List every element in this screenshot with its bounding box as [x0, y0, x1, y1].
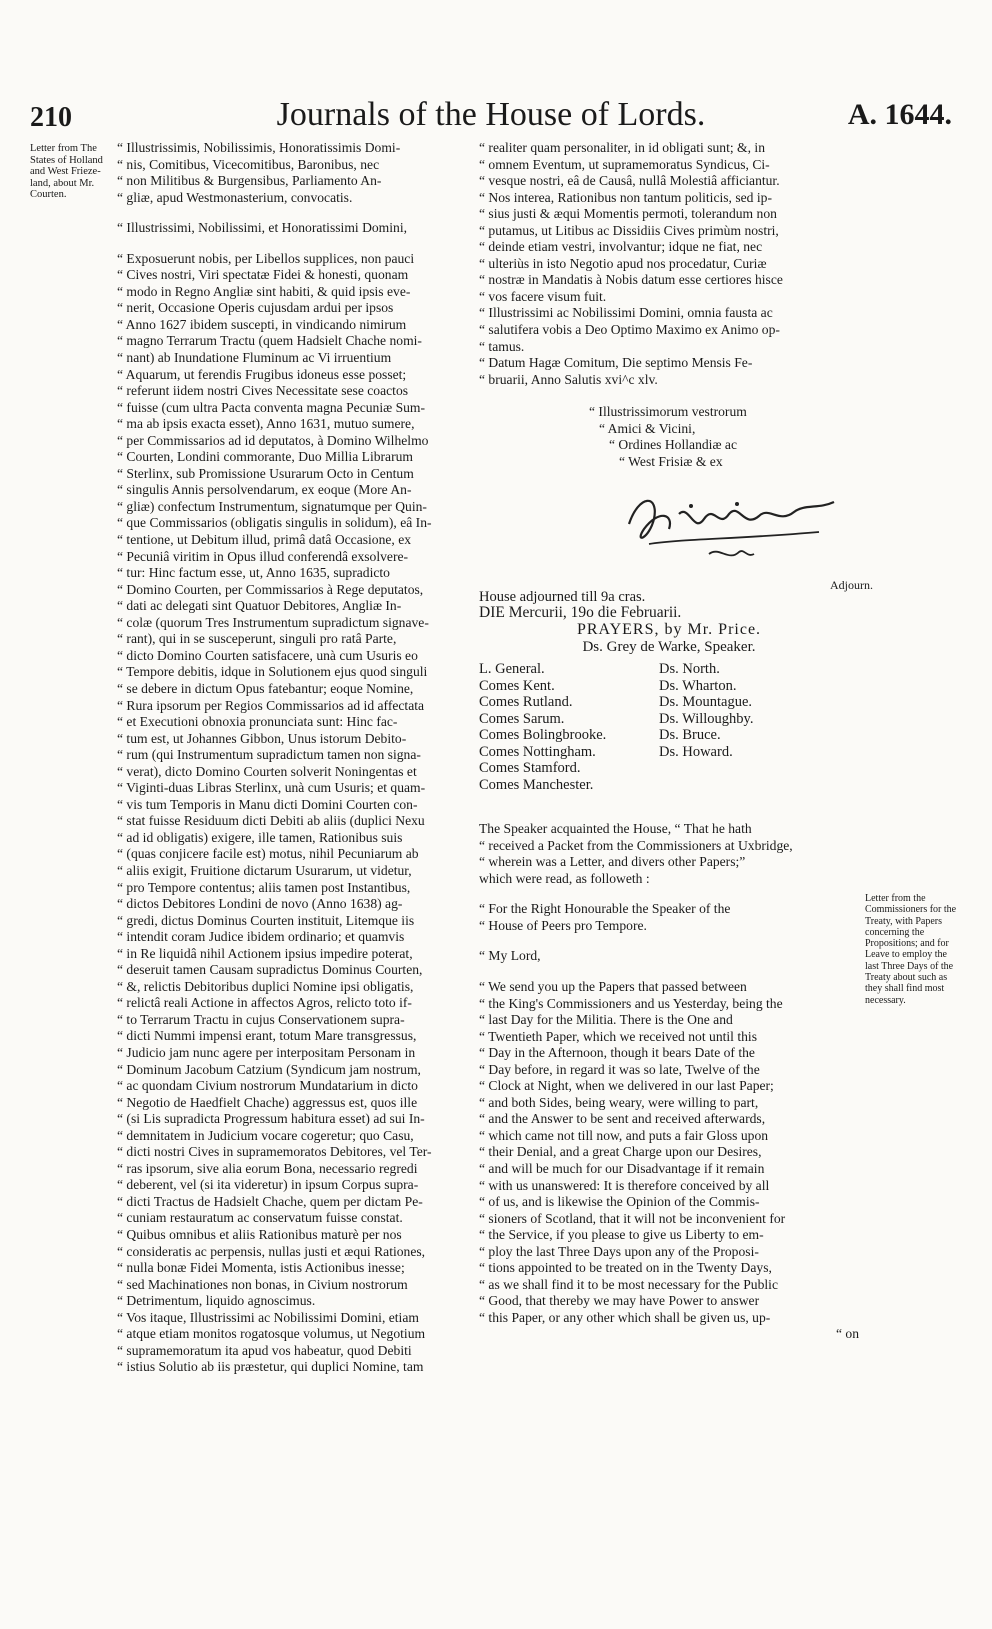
text-line: “ Viginti-duas Libras Sterlinx, unà cum Usuris; et quam-: [117, 780, 426, 796]
text-line: “ Illustrissimis, Nobilissimis, Honoratissimis Domi-: [117, 140, 401, 155]
lord-name: Comes Manchester.: [479, 776, 594, 793]
text-line: “ stat fuisse Residuum dicti Debiti ab aliis (duplici Nexu: [117, 813, 425, 829]
adjournment: House adjourned till 9a cras.: [479, 588, 646, 605]
text-line: “ consideratis ac perpensis, nullas justi et æqui Rationes,: [117, 1243, 426, 1259]
text-line: [117, 237, 487, 251]
text-line: “ cuniam restauratum ac conservatum fuisse constat.: [117, 1210, 403, 1226]
text-line: which were read, as followeth :: [479, 870, 650, 886]
text-line: “ Dominum Jacobum Catzium (Syndicum jam nostrum,: [117, 1061, 421, 1077]
text-line: “ singulis Annis persolvendarum, ex eoque (More An-: [117, 482, 412, 498]
text-line: “ For the Right Honourable the Speaker of the: [479, 901, 731, 917]
lord-name: Ds. Willoughby.: [659, 710, 754, 727]
text-line: “ nis, Comitibus, Vicecomitibus, Baronibus, nec: [117, 156, 380, 172]
text-line: “ dicti Nummi impensi erant, totum Mare transgressus,: [117, 1028, 417, 1044]
text-line: “ fuisse (cum ultra Pacta conventa magna Pecuniæ Sum-: [117, 399, 426, 415]
closing-line: “ West Frisiæ & ex: [619, 453, 723, 469]
text-line: The Speaker acquainted the House, “ That he hath: [479, 821, 752, 837]
text-line: “ gredi, dictus Dominus Courten instituit, Litemque iis: [117, 912, 415, 928]
text-line: “ tamus.: [479, 338, 525, 354]
text-line: “ rant), qui in se susceperunt, singuli pro ratâ Parte,: [117, 631, 397, 647]
text-line: [117, 206, 487, 220]
text-line: “ received a Packet from the Commissioners at Uxbridge,: [479, 837, 793, 853]
text-line: “ ploy the last Three Days upon any of the Proposi-: [479, 1243, 759, 1259]
text-line: “ &, relictis Debitoribus duplici Nomine ipsi obligatis,: [117, 978, 414, 994]
text-line: “ in Re liquidâ nihil Actionem ipsius impedire poterat,: [117, 945, 413, 961]
text-line: “ ma ab ipsis exacta esset), Anno 1631, mutuo sumere,: [117, 416, 415, 432]
text-line: “ nant) ab Inundatione Fluminum ac Vi irruentium: [117, 350, 392, 366]
day-heading: DIE Mercurii, 19o die Februarii.: [479, 604, 682, 622]
text-line: “ Aquarum, ut ferendis Frugibus idoneus esse posset;: [117, 366, 407, 382]
text-line: “ sioners of Scotland, that it will not be inconvenient for: [479, 1210, 786, 1226]
text-line: “ of us, and is likewise the Opinion of the Commis-: [479, 1194, 760, 1210]
text-line: “ per Commissarios ad id deputatos, à Domino Wilhelmo: [117, 432, 429, 448]
text-line: “ and both Sides, being weary, were willing to part,: [479, 1094, 759, 1110]
year: A. 1644.: [847, 98, 952, 131]
text-line: “ Day before, in regard it was so late, Twelve of the: [479, 1061, 760, 1077]
text-line: “ Rura ipsorum per Regios Commissarios ad id affectata: [117, 697, 425, 713]
letter-conclusion: [479, 140, 859, 388]
closing-line: “ Amici & Vicini,: [599, 420, 696, 436]
lord-name: Ds. Howard.: [659, 743, 733, 760]
text-line: “ Datum Hagæ Comitum, Die septimo Mensis Fe-: [479, 355, 753, 371]
text-line: “ which came not till now, and puts a fair Gloss upon: [479, 1127, 769, 1143]
text-line: “ referunt iidem nostri Cives Necessitate sese coactos: [117, 383, 409, 399]
text-line: “ Courten, Londini commorante, Duo Millia Librarum: [117, 449, 413, 465]
speaker-report: [479, 821, 859, 1326]
text-line: “ tions appointed to be treated on in the Twenty Days,: [479, 1260, 772, 1276]
text-line: “ as we shall find it to be most necessary for the Public: [479, 1276, 778, 1292]
text-line: “ Vos itaque, Illustrissimi ac Nobilissimi Domini, etiam: [117, 1309, 419, 1325]
text-line: “ nostræ in Mandatis à Nobis datum esse certiores hisce: [479, 272, 783, 288]
text-line: “ (quas conjicere facile est) motus, nihil Pecuniarum ab: [117, 846, 419, 862]
text-line: “ Anno 1627 ibidem suscepti, in vindicando nimirum: [117, 316, 407, 332]
text-line: “ vis tum Temporis in Manu dicti Domini Courten con-: [117, 796, 418, 812]
text-line: “ ulteriùs in isto Negotio apud nos procedatur, Curiæ: [479, 255, 767, 271]
text-line: “ nulla bonæ Fidei Momenta, istis Actionibus inesse;: [117, 1260, 405, 1276]
page-header: [30, 96, 952, 136]
text-line: “ My Lord,: [479, 948, 541, 964]
text-line: “ with us unanswered: It is therefore conceived by all: [479, 1177, 770, 1193]
closing-line: “ Illustrissimorum vestrorum: [589, 404, 747, 420]
text-line: “ Judicio jam nunc agere per interpositam Personam in: [117, 1044, 416, 1060]
text-line: “ this Paper, or any other which shall be given us, up-: [479, 1309, 771, 1325]
text-line: “ deinde etiam vestri, involvantur; idque ne fiat, nec: [479, 239, 763, 255]
text-line: “ rum (qui Instrumentum supradictum tamen non signa-: [117, 747, 421, 763]
text-line: “ intendit coram Judice ibidem ordinario; et quamvis: [117, 929, 405, 945]
text-line: “ Illustrissimi, Nobilissimi, et Honoratissimi Domini,: [117, 220, 408, 236]
signature-image: [619, 484, 839, 574]
text-line: “ deseruit tamen Causam supradictus Dominus Courten,: [117, 962, 423, 978]
text-line: “ dati ac delegati sint Quatuor Debitores, Angliæ In-: [117, 598, 402, 614]
prayers-line: PRAYERS, by Mr. Price.: [576, 621, 762, 639]
text-line: “ Negotio de Haedfielt Chache) aggressus est, quos ille: [117, 1094, 418, 1110]
text-line: [479, 965, 859, 979]
text-line: “ their Denial, and a great Charge upon our Desires,: [479, 1144, 762, 1160]
text-line: “ pro Tempore contentus; aliis tamen post Instantibus,: [117, 879, 411, 895]
lord-name: Ds. North.: [659, 661, 720, 678]
text-line: “ dictos Debitores Londini de novo (Anno 1638) ag-: [117, 896, 403, 912]
speaker-line: Ds. Grey de Warke, Speaker.: [582, 638, 756, 655]
text-line: “ non Militibus & Burgensibus, Parliamento An-: [117, 173, 382, 189]
text-line: “ putamus, ut Litibus ac Dissidiis Cives primùm nostri,: [479, 222, 779, 238]
text-line: “ the Service, if you please to give us Liberty to em-: [479, 1227, 764, 1243]
text-line: “ Sterlinx, sub Promissione Usurarum Octo in Centum: [117, 465, 414, 481]
text-line: “ Good, that thereby we may have Power to answer: [479, 1293, 760, 1309]
margin-note-states-letter: Letter from The States of Holland and West Frieze-land, about Mr. Courten.: [30, 143, 103, 201]
text-line: “ We send you up the Papers that passed between: [479, 978, 747, 994]
text-line: “ sed Machinationes non bonas, in Civium nostrorum: [117, 1276, 408, 1292]
catchword: “ on: [835, 1326, 859, 1342]
text-line: “ Day in the Afternoon, though it bears Date of the: [479, 1045, 755, 1061]
text-line: “ wherein was a Letter, and divers other Papers;”: [479, 854, 746, 870]
text-line: “ and will be much for our Disadvantage if it remain: [479, 1160, 765, 1176]
text-line: “ House of Peers pro Tempore.: [479, 917, 647, 933]
lords-list-right: [659, 661, 859, 793]
text-line: “ sius justi & æqui Momentis permoti, tolerandum non: [479, 206, 777, 222]
text-line: “ Nos interea, Rationibus non tantum politicis, sed ip-: [479, 189, 772, 205]
lords-list-left: [479, 661, 659, 793]
text-line: “ se debere in dictum Opus fatebantur; eoque Nomine,: [117, 680, 414, 696]
text-line: “ Twentieth Paper, which we received not until this: [479, 1028, 757, 1044]
text-line: “ dicti nostri Cives in supramemoratos Debitores, vel Ter-: [117, 1144, 432, 1160]
text-line: “ to Terrarum Tractu in cujus Conservationem supra-: [117, 1011, 405, 1027]
lord-name: Ds. Mountague.: [659, 694, 753, 711]
lord-name: L. General.: [479, 661, 545, 678]
text-line: “ nerit, Occasione Operis cujusdam ardui per ipsos: [117, 300, 394, 316]
lord-name: Ds. Wharton.: [659, 677, 737, 694]
text-line: “ Domino Courten, per Commissarios à Rege deputatos,: [117, 581, 424, 597]
lord-name: Ds. Bruce.: [659, 727, 721, 744]
text-line: “ salutifera vobis a Deo Optimo Maximo ex Animo op-: [479, 322, 780, 338]
text-line: [479, 934, 859, 948]
text-line: “ Pecuniâ viritim in Opus illud conferendâ exsolvere-: [117, 548, 409, 564]
text-line: “ que Commissarios (obligatis singulis in solidum), eâ In-: [117, 515, 432, 531]
left-column: [117, 140, 487, 1376]
text-line: “ vesque nostri, eâ de Causâ, nullâ Molestiâ afficiantur.: [479, 173, 780, 189]
text-line: “ magno Terrarum Tractu (quem Hadsielt Chache nomi-: [117, 333, 422, 349]
text-line: “ et Executioni obnoxia pronunciata sunt: Hinc fac-: [117, 714, 398, 730]
text-line: “ tentione, ut Debitum illud, primâ datâ Occasione, ex: [117, 532, 412, 548]
lord-name: Comes Sarum.: [479, 710, 565, 727]
text-line: “ gliæ, apud Westmonasterium, convocatis.: [117, 189, 353, 205]
text-line: “ dicto Domino Courten satisfacere, unà cum Usuris eo: [117, 647, 418, 663]
lords-present: [479, 661, 859, 793]
margin-note-adjourn: Adjourn.: [830, 578, 873, 592]
text-line: “ relictâ reali Actione in affectos Agros, relicto toto if-: [117, 995, 412, 1011]
right-column: [479, 140, 859, 1343]
text-line: “ modo in Regno Angliæ sint habiti, & quid ipsis eve-: [117, 283, 411, 299]
text-line: “ the King's Commissioners and us Yesterday, being the: [479, 995, 783, 1011]
text-line: “ Quibus omnibus et aliis Rationibus maturè per nos: [117, 1227, 402, 1242]
text-line: [479, 887, 859, 901]
text-line: “ ac quondam Civium nostrorum Mundatarium in dicto: [117, 1078, 418, 1094]
journal-title: Journals of the House of Lords.: [276, 96, 706, 133]
text-line: “ ad id obligatis) exigere, ille tamen, Rationibus suis: [117, 829, 403, 845]
text-line: “ verat), dicto Domino Courten solverit Noningentas et: [117, 763, 417, 779]
text-line: “ (si Lis supradicta Progressum habitura esset) ad sui In-: [117, 1111, 425, 1127]
closing-line: “ Ordines Hollandiæ ac: [609, 437, 737, 453]
text-line: “ realiter quam personaliter, in id obligati sunt; &, in: [479, 140, 765, 155]
text-line: “ vos facere visum fuit.: [479, 288, 607, 304]
text-line: “ colæ (quorum Tres Instrumentum supradictum signave-: [117, 614, 429, 630]
text-line: “ tur: Hinc factum esse, ut, Anno 1635, supradicto: [117, 565, 390, 581]
lord-name: Comes Stamford.: [479, 760, 581, 777]
lord-name: Comes Nottingham.: [479, 743, 596, 760]
text-line: “ supramemoratum ita apud vos habeatur, quod Debiti: [117, 1342, 412, 1358]
text-line: “ tum est, ut Johannes Gibbon, Unus istorum Debito-: [117, 730, 407, 746]
text-line: “ Illustrissimi ac Nobilissimi Domini, omnia fausta ac: [479, 305, 773, 321]
text-line: “ Cives nostri, Viri spectatæ Fidei & honesti, quonam: [117, 267, 409, 283]
margin-note-commissioners-letter: Letter from the Commissioners for the Treaty, with Papers concerning the Propositions; and for Leave to employ the last Three Days of the Treaty about such as they shall find most necessary.: [865, 893, 957, 1006]
text-line: “ Clock at Night, when we delivered in our last Paper;: [479, 1078, 774, 1094]
text-line: “ ras ipsorum, sive alia eorum Bona, necessario regredi: [117, 1160, 418, 1176]
lord-name: Comes Bolingbrooke.: [479, 727, 607, 744]
text-line: “ demnitatem in Judicium vocare cogeretur; quo Casu,: [117, 1127, 414, 1143]
text-line: “ deberent, vel (si ita videretur) in ipsum Corpus supra-: [117, 1177, 419, 1193]
letter-closing: [479, 404, 859, 470]
text-line: “ atque etiam monitos rogatosque volumus, ut Negotium: [117, 1326, 426, 1342]
lord-name: Comes Rutland.: [479, 694, 573, 711]
lord-name: Comes Kent.: [479, 677, 555, 694]
text-line: “ aliis exigit, Fruitione dictarum Usurarum, ut videtur,: [117, 862, 412, 878]
text-line: “ and the Answer to be sent and received afterwards,: [479, 1111, 766, 1127]
text-line: “ gliæ) confectum Instrumentum, signatumque per Quin-: [117, 498, 427, 514]
text-line: “ dicti Tractus de Hadsielt Chache, quem per dictam Pe-: [117, 1193, 423, 1209]
text-line: “ Exposuerunt nobis, per Libellos supplices, non pauci: [117, 250, 415, 266]
text-line: “ bruarii, Anno Salutis xvi^c xlv.: [479, 371, 658, 387]
text-line: “ Tempore debitis, idque in Solutionem ejus quod singuli: [117, 664, 428, 680]
text-line: “ omnem Eventum, ut supramemoratus Syndicus, Ci-: [479, 156, 770, 172]
page-number: 210: [30, 102, 72, 133]
text-line: “ last Day for the Militia. There is the One and: [479, 1012, 733, 1028]
text-line: “ istius Solutio ab iis præstetur, qui duplici Nomine, tam: [117, 1359, 424, 1375]
text-line: “ Detrimentum, liquido agnoscimus.: [117, 1293, 316, 1309]
